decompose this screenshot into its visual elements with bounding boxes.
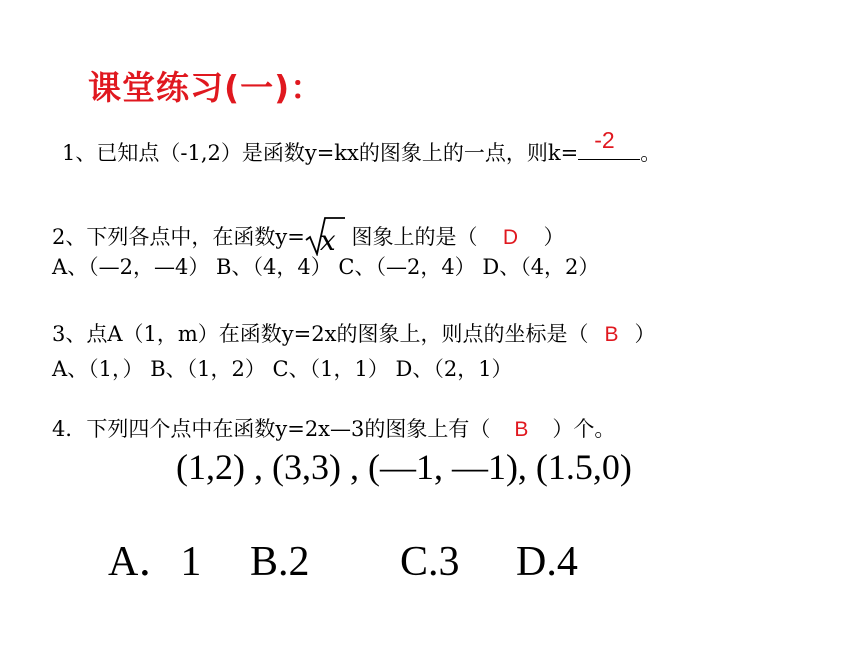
question-3-end: ）	[634, 322, 656, 346]
question-2-options: A、（—2，—4） B、（4，4） C、（—2，4） D、（4，2）	[52, 255, 600, 279]
question-1-text: 1、已知点（-1,2）是函数y=kx的图象上的一点，则k=	[62, 141, 579, 165]
question-1-end: 。	[640, 141, 662, 165]
question-2	[52, 216, 565, 256]
question-3	[52, 318, 655, 348]
question-3-options: A、（1，） B、（1，2） C、（1，1） D、（2，1）	[52, 357, 513, 381]
slide-title: 课堂练习(一)：	[88, 68, 325, 107]
question-3-answer: B	[604, 323, 619, 346]
question-2-answer: D	[502, 226, 519, 249]
question-1-answer: -2	[594, 127, 615, 153]
question-4	[52, 413, 615, 443]
question-2-end: ）	[543, 225, 565, 249]
choice-d: D.4	[516, 539, 578, 585]
question-2-text: 2、下列各点中，在函数y=	[52, 225, 305, 249]
question-3-text: 3、点A（1，m）在函数y=2x的图象上，则点的坐标是（	[52, 322, 589, 346]
choice-a: A．1	[108, 539, 202, 585]
answer-blank	[578, 127, 640, 160]
question-1	[62, 127, 662, 167]
choice-c: C.3	[400, 539, 460, 585]
sqrt-variable: x	[319, 224, 336, 257]
question-4-answer: B	[514, 418, 529, 441]
question-4-text: 4．下列四个点中在函数y=2x—3的图象上有（	[52, 417, 491, 441]
candidate-points: (1,2) , (3,3) , (—1, —1), (1.5,0)	[176, 447, 632, 487]
answer-choices	[108, 528, 578, 588]
question-2-mid: 图象上的是（	[344, 225, 478, 249]
question-4-end: ）个。	[552, 417, 616, 441]
choice-b: B.2	[250, 539, 310, 585]
sqrt-symbol	[305, 216, 345, 256]
